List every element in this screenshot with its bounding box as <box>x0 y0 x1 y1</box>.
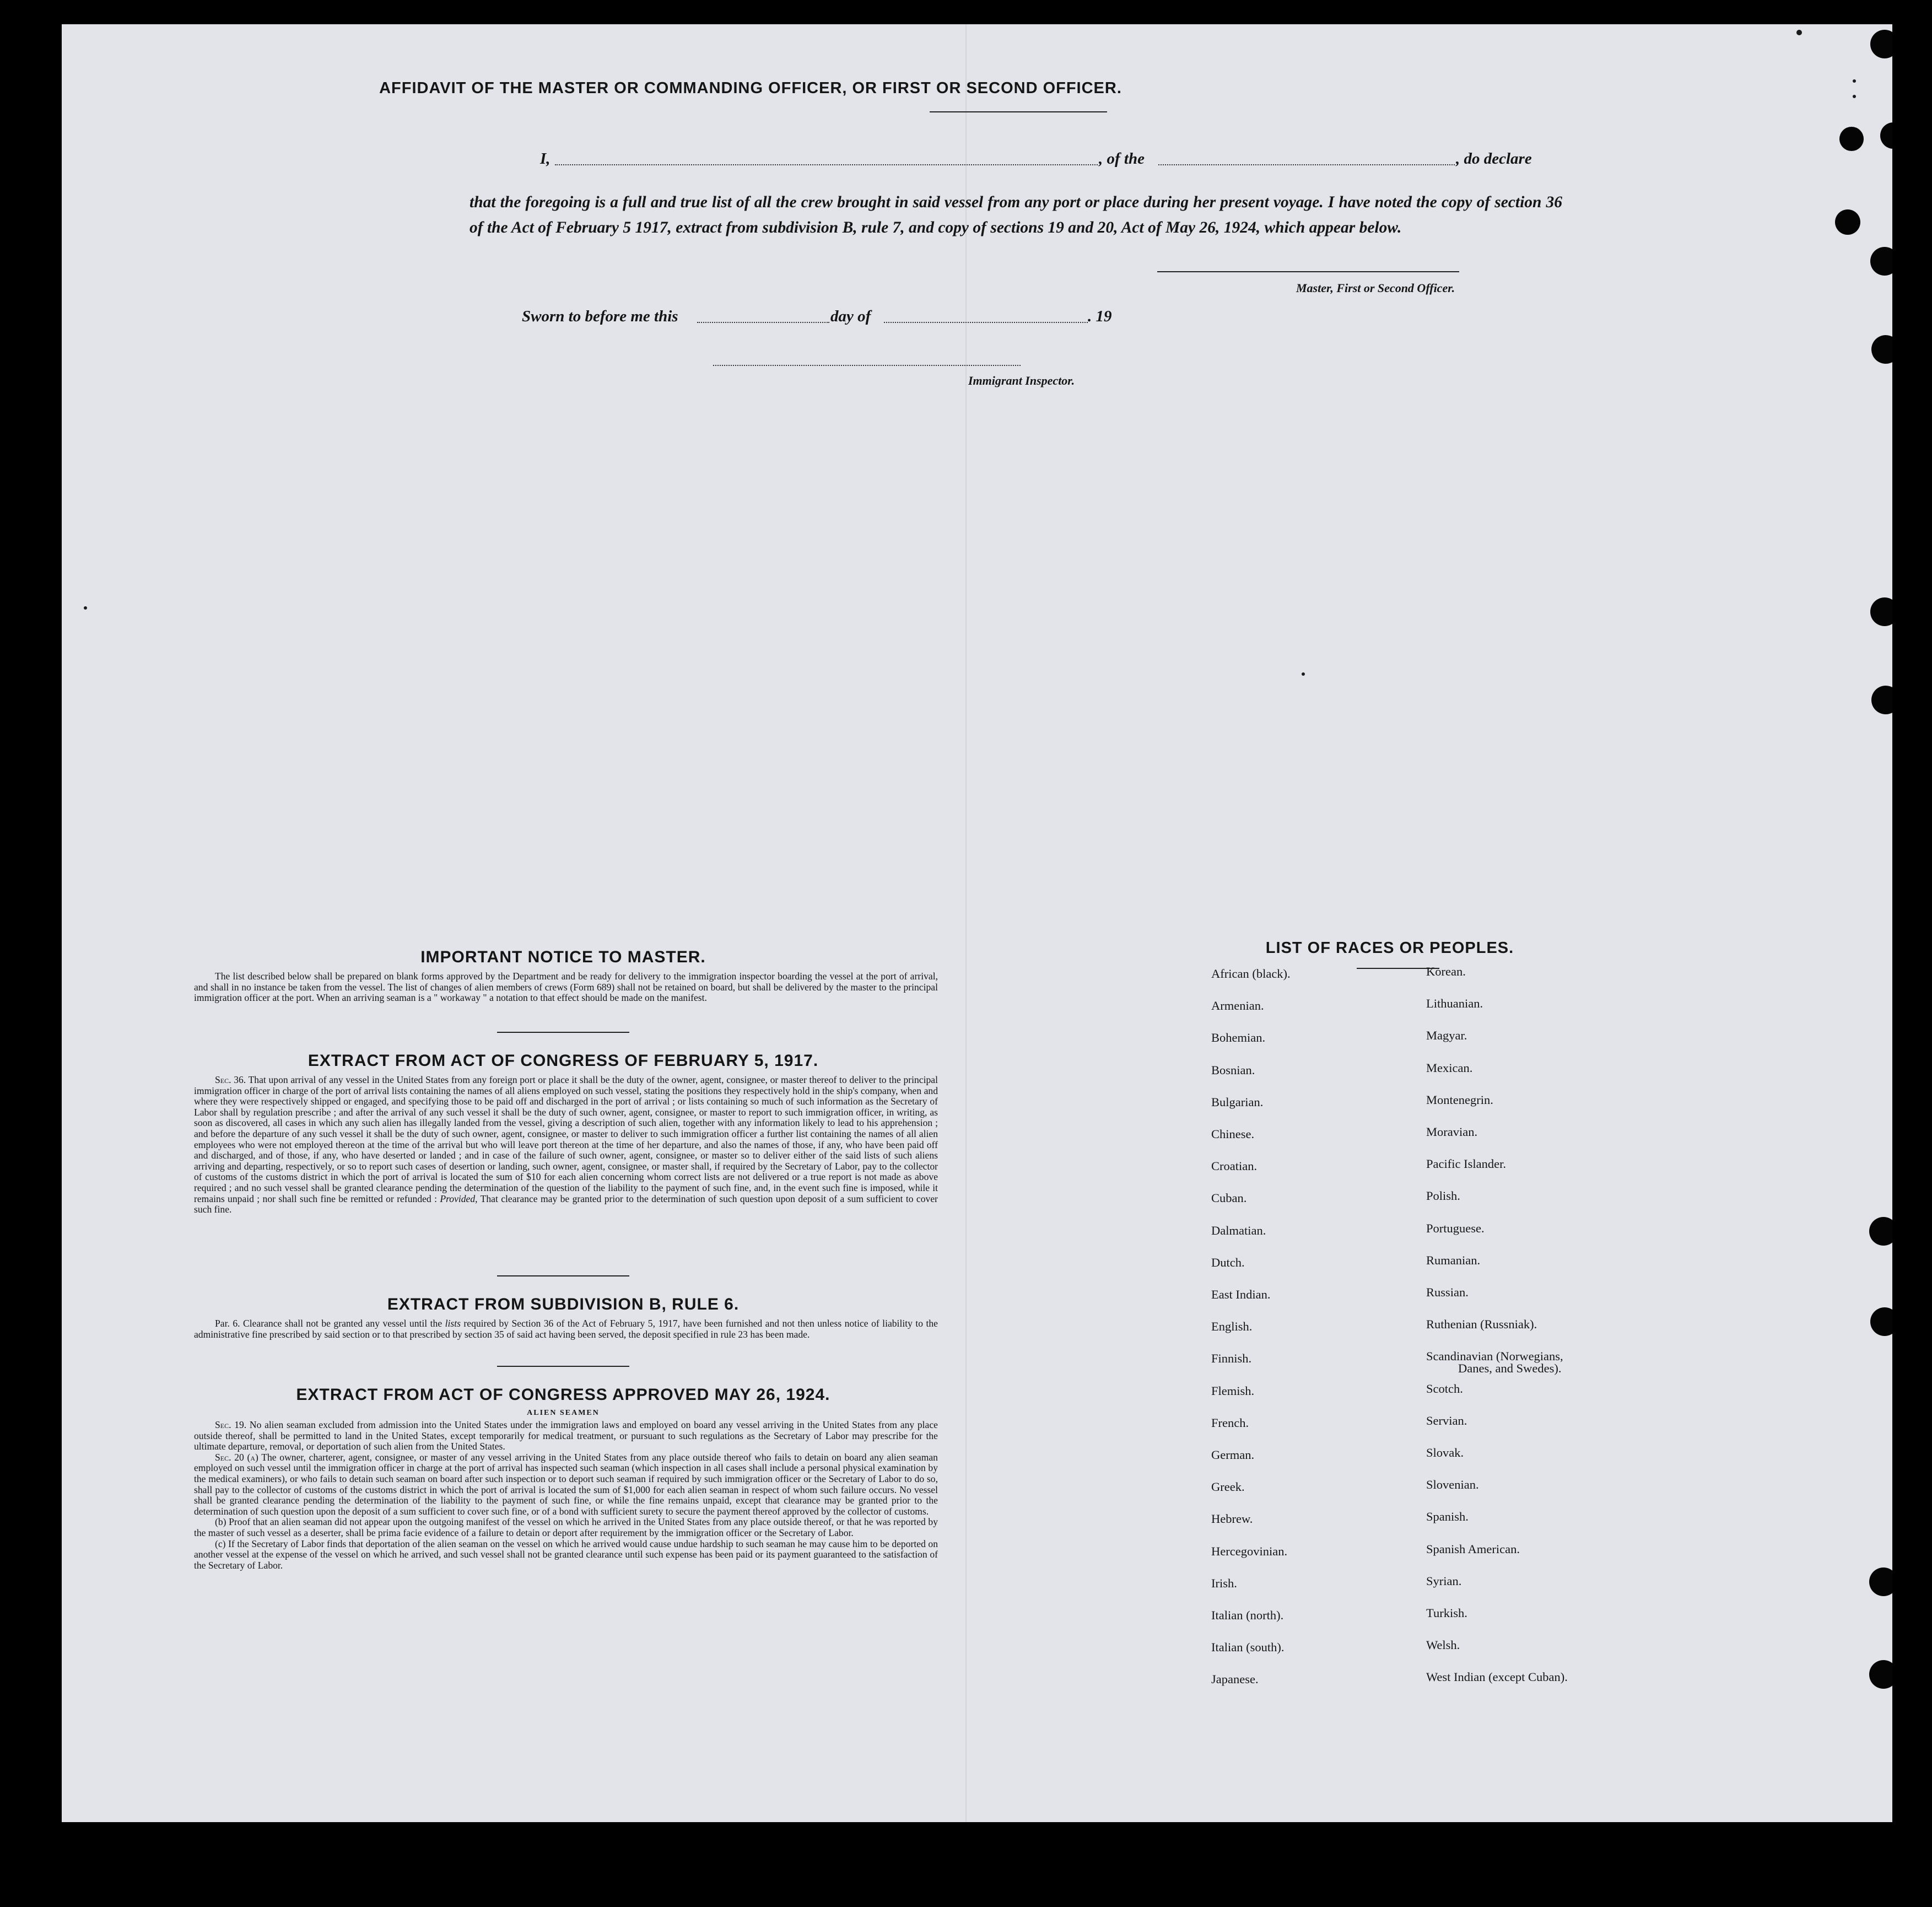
race-item: Italian (south). <box>1211 1640 1285 1655</box>
punch-hole <box>1870 30 1892 58</box>
sworn-prefix: Sworn to before me this <box>522 308 678 325</box>
race-item: Montenegrin. <box>1426 1092 1493 1107</box>
extract-1924-text <box>194 1420 938 1571</box>
divider <box>497 1032 629 1033</box>
inspector-signature-label: Immigrant Inspector. <box>968 374 1075 387</box>
sec-36-text: That upon arrival of any vessel in the United States from any foreign port or place it shall be the duty of the owner, agent, consignee, or master thereof to deliver to the principal immigration officer in charge of the port of arrival lists containing the names of all aliens employed on such vessel, stating the positions they respectively hold in the ship's company, when and where they were respectively shipped or engaged, and specifying those to be paid off and discharged in the port of arrival ; or lists containing so much of such information as the Secretary of Labor shall by regulation prescribe ; and after the arrival of any such vessel it shall be the duty of such owner, agent, consignee, or master to report to such immigration officer, in writing, as soon as discovered, all cases in which any such alien has illegally landed from the vessel, giving a description of such alien, together with any information likely to lead to his apprehension ; and before the departure of any such vessel it shall be the duty of such owner, agent, consignee, or master to deliver to such immigration officer a further list containing the names of all alien employees who were not employed thereon at the time of the arrival but who will leave port thereon at the time of her departure, and also the names of those, if any, who have been paid off and discharged, and of those, if any, who have deserted or landed ; and in case of the failure of such owner, agent, consignee, or master so to deliver either of the said lists of such aliens arriving and departing, respectively, or so to report such cases of desertion or landing, such owner, agent, consignee, or master shall, if required by the Secretary of Labor, pay to the collector of customs of the customs district in which the port of arrival is located the sum of $10 for each alien concerning whom correct lists are not delivered or a true report is not made as above required ; and no such vessel shall be granted clearance pending the determination of the question of the liability to the payment of such fine, and, in the event such fine is imposed, while it remains unpaid ; nor shall such fine be remitted or refunded : <box>194 1074 938 1204</box>
race-item: Pacific Islander. <box>1426 1157 1506 1171</box>
race-item: Cuban. <box>1211 1191 1247 1205</box>
race-item: Ruthenian (Russniak). <box>1426 1317 1537 1332</box>
race-item: Lithuanian. <box>1426 996 1483 1011</box>
extract-1924-title: EXTRACT FROM ACT OF CONGRESS APPROVED MAY 26, 1924. <box>296 1386 830 1404</box>
race-item: Moravian. <box>1426 1125 1478 1139</box>
race-item: Portuguese. <box>1426 1221 1485 1235</box>
punch-hole <box>1835 209 1860 235</box>
race-item: Scandinavian (Norwegians, <box>1426 1349 1563 1364</box>
race-item: Slovak. <box>1426 1446 1464 1459</box>
race-item: Scotch. <box>1426 1381 1463 1396</box>
punch-hole <box>1870 597 1892 626</box>
race-item: Dalmatian. <box>1211 1223 1266 1237</box>
title-rule <box>930 111 1107 112</box>
race-item: Hebrew. <box>1211 1512 1253 1526</box>
race-item: Greek. <box>1211 1480 1245 1494</box>
inspector-signature-line <box>713 365 1021 366</box>
sec-19-label: Sec. 19. <box>215 1419 247 1430</box>
notice-text <box>194 971 938 1004</box>
race-item: Bulgarian. <box>1211 1095 1264 1109</box>
race-item: East Indian. <box>1211 1288 1271 1301</box>
rule-text-b: required by Section 36 of the Act of February 5, 1917, have been furnished and not then unless notice of liability to the administrative fine prescribed by said section or to that prescribed by section 35 of said act having been served, the deposit specified in rule 23 has been made. <box>194 1318 938 1340</box>
race-item: Spanish. <box>1426 1510 1469 1524</box>
par-6-label: Par. 6. <box>215 1318 240 1329</box>
punch-hole <box>1870 247 1892 276</box>
speck <box>1796 30 1802 35</box>
speck <box>1302 672 1305 676</box>
race-item: Welsh. <box>1426 1638 1460 1652</box>
sec-20a-text: The owner, charterer, agent, consignee, or master of any vessel arriving in the United States from any place outside thereof who fails to detain on board any alien seaman employed on such vessel until the immigration officer in charge at the port of arrival has inspected such seaman (which inspection in all cases shall include a personal physical examination by the medical examiners), or who fails to detain such seaman on board after such inspection or to deport such seaman if required by such immigration officer or the Secretary of Labor to do so, shall pay to the collector of customs of the customs district in which the port of arrival is located the sum of $1,000 for each alien seaman in respect of whom such failure occurs. No vessel shall be granted clearance pending the determination of the liability to the payment of such fine, or while the fine remains unpaid, except that clearance may be granted prior to the determination of such question upon the deposit of a sum sufficient to cover such fine, or of a bond with sufficient surety to secure the payment thereof approved by the collector of customs. <box>194 1451 938 1517</box>
provided-label: Provided, <box>440 1193 478 1204</box>
sworn-year-prefix: . 19 <box>1088 308 1112 325</box>
punch-hole <box>1869 1217 1892 1246</box>
sworn-day-line <box>697 322 829 323</box>
sworn-month-line <box>884 322 1088 323</box>
race-item: Slovenian. <box>1426 1478 1479 1492</box>
race-item: Hercegovinian. <box>1211 1544 1288 1558</box>
page-fold <box>965 24 967 1822</box>
race-item: Croatian. <box>1211 1159 1258 1173</box>
notice-title: IMPORTANT NOTICE TO MASTER. <box>420 948 706 966</box>
race-item: German. <box>1211 1448 1255 1462</box>
race-item: Russian. <box>1426 1285 1469 1299</box>
affidavit-text: that the foregoing is a full and true list of all the crew brought in said vessel from any port or place during her present voyage. I have noted the copy of section 36 of the Act of February 5 1917, extract from subdivision B, rule 7, and copy of sections 19 and 20, Act of May 26, 1924, which appear below. <box>469 193 1562 236</box>
extract-1917-text <box>194 1075 938 1215</box>
sec-20a-label: Sec. 20 (a) <box>215 1451 258 1463</box>
race-item: Syrian. <box>1426 1574 1462 1588</box>
race-item: English. <box>1211 1319 1253 1334</box>
sec-36-label: Sec. 36. <box>215 1074 246 1085</box>
race-item: Bohemian. <box>1211 1031 1266 1045</box>
vessel-blank-line <box>1158 164 1455 165</box>
race-item: Dutch. <box>1211 1255 1245 1269</box>
race-item: Magyar. <box>1426 1028 1467 1043</box>
race-item: Servian. <box>1426 1413 1467 1427</box>
sworn-day-of: day of <box>830 308 871 325</box>
race-item: West Indian (except Cuban). <box>1426 1670 1568 1684</box>
affidavit-do-declare: , do declare <box>1456 150 1532 168</box>
race-item: Japanese. <box>1211 1672 1259 1687</box>
punch-hole <box>1839 127 1864 151</box>
punch-hole <box>1869 1660 1892 1689</box>
master-signature-line <box>1157 271 1459 272</box>
sec-36-text-end: That clearance may be granted prior to the determination of such question upon deposit of a sum sufficient to cover such fine. <box>194 1193 938 1215</box>
race-item: Italian (north). <box>1211 1608 1284 1622</box>
sec-20b-label: (b) <box>215 1516 226 1528</box>
affidavit-i-label: I, <box>540 150 551 168</box>
extract-rule-title: EXTRACT FROM SUBDIVISION B, RULE 6. <box>387 1295 740 1313</box>
sec-20c-label: (c) <box>215 1538 226 1549</box>
affidavit-title: AFFIDAVIT OF THE MASTER OR COMMANDING OFFICER, OR FIRST OR SECOND OFFICER. <box>379 79 1122 97</box>
race-item: Chinese. <box>1211 1127 1255 1141</box>
punch-hole <box>1871 335 1892 364</box>
lists-label: lists <box>445 1318 461 1329</box>
speck <box>1853 95 1856 98</box>
punch-hole <box>1869 1567 1892 1596</box>
name-blank-line <box>555 164 1098 165</box>
divider <box>497 1366 629 1367</box>
race-item: Finnish. <box>1211 1351 1252 1366</box>
rule-text-a: Clearance shall not be granted any vessel until the <box>242 1318 442 1329</box>
punch-hole <box>1880 122 1892 149</box>
race-item: Korean. <box>1426 965 1466 978</box>
race-item: Rumanian. <box>1426 1253 1481 1267</box>
extract-rule-text <box>194 1318 938 1340</box>
speck <box>84 606 87 610</box>
race-item: Flemish. <box>1211 1383 1255 1398</box>
race-item-continuation: Danes, and Swedes). <box>1458 1361 1562 1376</box>
extract-1917-title: EXTRACT FROM ACT OF CONGRESS OF FEBRUARY 5, 1917. <box>307 1052 819 1070</box>
race-item: Irish. <box>1211 1576 1237 1590</box>
race-item: Polish. <box>1426 1189 1460 1203</box>
speck <box>1853 79 1856 83</box>
sec-19-text: No alien seaman excluded from admission into the United States under the immigration laws and employed on board any vessel arriving in the United States from any place outside thereof, shall be permitted to land in the United States, except temporarily for medical treatment, or pursuant to such regulations as the Secretary of Labor may prescribe for the ultimate departure, removal, or deportation of such alien from the United States. <box>194 1419 938 1452</box>
divider <box>497 1275 629 1276</box>
notice-paragraph: The list described below shall be prepared on blank forms approved by the Department and be ready for delivery to the immigration inspector boarding the vessel at the port of arrival, and shall in no instance be taken from the vessel. The list of changes of alien members of crews (Form 689) shall not be retained on board, but shall be delivered by the master to the principal immigration officer at the port. When an arriving seaman is a " workaway " a notation to that effect should be made on the manifest. <box>194 971 938 1004</box>
document-page <box>62 24 1892 1822</box>
sec-20b-text: Proof that an alien seaman did not appear upon the outgoing manifest of the vessel on which he arrived in the United States from any place outside thereof, or that he was reported by the master of such vessel as a deserter, shall be prima facie evidence of a failure to detain or deport after requirement by the immigration officer or the Secretary of Labor. <box>194 1516 938 1538</box>
race-item: Mexican. <box>1426 1060 1473 1075</box>
race-item: African (black). <box>1211 967 1291 981</box>
races-title: LIST OF RACES OR PEOPLES. <box>1265 939 1514 957</box>
sec-20c-text: If the Secretary of Labor finds that deportation of the alien seaman on the vessel on which he arrived would cause undue hardship to such seaman he may cause him to be deported on another vessel at the expense of the vessel on which he arrived, and such vessel shall not be granted clearance until such expense has been paid or its payment guaranteed to the satisfaction of the Secretary of Labor. <box>194 1538 938 1571</box>
race-item: Turkish. <box>1426 1606 1467 1620</box>
race-item: Spanish American. <box>1426 1542 1520 1556</box>
race-item: Armenian. <box>1211 999 1264 1013</box>
master-signature-label: Master, First or Second Officer. <box>1296 281 1455 295</box>
alien-seamen-subtitle: ALIEN SEAMEN <box>527 1409 600 1417</box>
race-item: Bosnian. <box>1211 1063 1255 1077</box>
punch-hole <box>1870 1307 1892 1336</box>
punch-hole <box>1871 686 1892 714</box>
race-item: French. <box>1211 1415 1249 1430</box>
affidavit-of-the: , of the <box>1099 150 1145 168</box>
